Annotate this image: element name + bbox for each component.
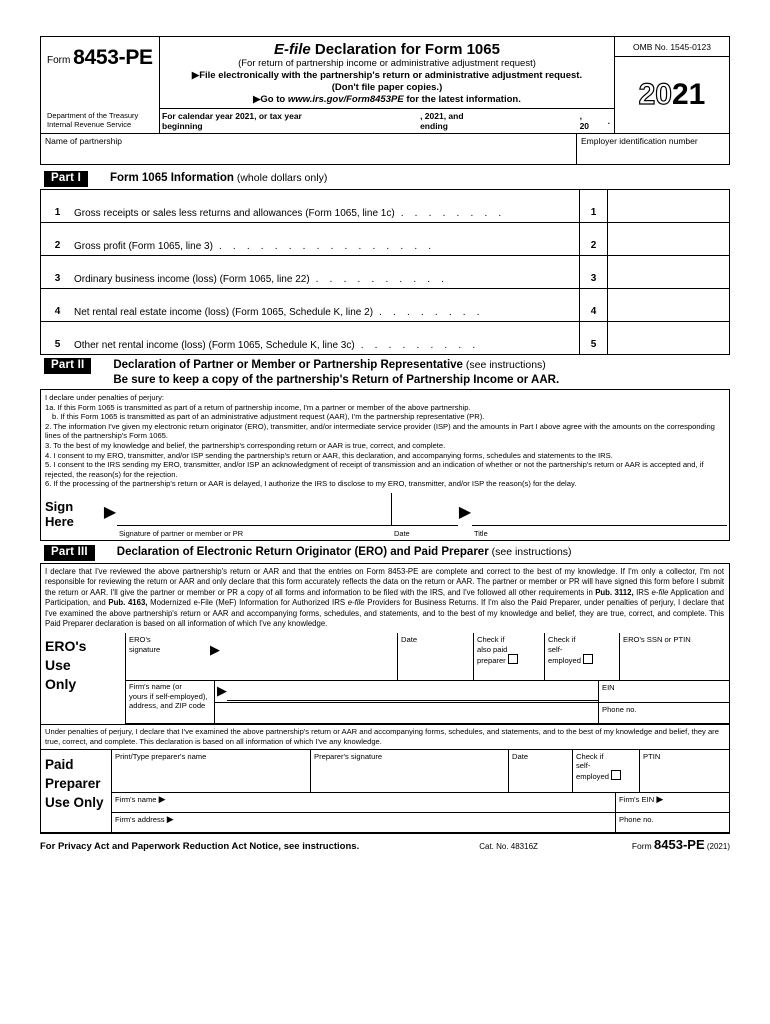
preparer-name-field[interactable]: [112, 750, 310, 792]
declaration-intro: I declare under penalties of perjury:: [45, 393, 165, 402]
preparer-signature-field[interactable]: [310, 750, 508, 792]
leader-dots: . . . . . . . . . .: [315, 274, 449, 285]
line-text: Net rental real estate income (loss) (Form 1065, Schedule K, line 2): [74, 307, 374, 318]
part-2-title-bold: Declaration of Partner or Member or Partnership Representative: [113, 359, 463, 371]
part-3-title: [95, 544, 572, 561]
part-1-title-regular: (whole dollars only): [233, 172, 328, 184]
arrow-icon-2: ▶: [253, 94, 261, 105]
ero-fields: [126, 633, 729, 724]
footer-form-number: [632, 837, 730, 852]
check-self-line-1: Check if: [548, 635, 576, 645]
ero-label-line-3: Only: [45, 676, 77, 693]
form-subtitle-4: [164, 94, 610, 106]
sign-here-block: [40, 493, 730, 541]
table-row: [41, 223, 729, 256]
line-text: Other net rental income (loss) (Form 1065, Schedule K, line 3c): [74, 340, 355, 351]
firm-address-label: Firm's address: [115, 814, 165, 824]
line-number: 1: [54, 207, 61, 218]
line-text: Ordinary business income (loss) (Form 1065, line 22): [74, 274, 310, 285]
sign-here-line-1: Sign: [45, 498, 74, 514]
ero-signature-label-1: ERO's: [129, 635, 151, 645]
ero-signature-label-2: signature: [129, 644, 161, 654]
ero-phone-field[interactable]: [598, 703, 729, 723]
part-1-title-bold: Form 1065 Information: [109, 172, 234, 184]
ero-label-line-1: ERO's: [45, 638, 87, 655]
p3-text-4: Modernized e-File (MeF) Information for Authorized IRS: [147, 598, 348, 608]
ero-phone-label: Phone no.: [602, 705, 637, 715]
paid-preparer-row-2: [112, 793, 729, 813]
line-number: 5: [54, 339, 61, 350]
check-paid-line-3-text: preparer: [477, 656, 506, 666]
ero-firm-rule: [227, 700, 598, 701]
line-text: Gross profit (Form 1065, line 3): [74, 241, 213, 252]
title-arrow-icon: ▶: [458, 503, 472, 521]
form-subtitle-2-text: File electronically with the partnership's return or administrative adjustment request.: [199, 70, 583, 81]
paid-label-line-3: Use Only: [45, 794, 104, 810]
partner-signature-field[interactable]: [117, 493, 458, 540]
firm-name-arrow-icon: ▶: [158, 793, 166, 804]
preparer-signature-label: Preparer's signature: [314, 751, 383, 761]
date-label: Date: [394, 528, 410, 538]
sign-arrow-icon: ▶: [103, 503, 117, 521]
partnership-identity-row: [40, 133, 730, 165]
goto-text: Go to: [260, 94, 288, 105]
pub-3112-ref: Pub. 3112,: [595, 587, 634, 597]
preparer-date-field[interactable]: [508, 750, 572, 792]
part-2-header: [40, 357, 730, 390]
form-title-cell: [160, 37, 614, 133]
pp-check-line-1: Check if: [576, 751, 604, 761]
line-description: [74, 223, 579, 255]
table-row: [41, 322, 729, 354]
table-row: [41, 256, 729, 289]
preparer-firm-ein-field[interactable]: [615, 793, 729, 812]
line-description: [74, 322, 579, 354]
part-3-declaration: [40, 564, 730, 633]
ero-signature-row: [126, 633, 729, 681]
part-2-title-regular: (see instructions): [462, 359, 546, 371]
latest-info-text: for the latest information.: [403, 94, 521, 105]
ero-firm-arrow-icon: ▶: [217, 683, 227, 699]
preparer-date-label: Date: [512, 751, 529, 761]
part-1-label: Part I: [44, 171, 88, 187]
privacy-act-notice: For Privacy Act and Paperwork Reduction Act Notice, see instructions.: [40, 840, 360, 852]
ero-use-only-label: [41, 633, 126, 724]
ero-firm-address-field[interactable]: [215, 681, 598, 702]
ero-check-also-paid-preparer[interactable]: [473, 633, 544, 680]
title-label: Title: [474, 528, 488, 538]
department-line-1: Department of the Treasury: [47, 111, 139, 120]
part-2-declaration: [40, 390, 730, 493]
form-8453-pe: [40, 36, 730, 852]
part-3-title-bold: Declaration of Electronic Return Originator (ERO) and Paid Preparer: [116, 545, 489, 558]
ero-use-only-block: [40, 633, 730, 725]
leader-dots: . . . . . . . .: [379, 307, 484, 318]
part-2-title-line2: Be sure to keep a copy of the partnership's Return of Partnership Income or AAR.: [113, 374, 560, 386]
irs-url-link[interactable]: www.irs.gov/Form8453PE: [287, 94, 404, 105]
paid-label-line-1: Paid: [45, 756, 74, 772]
paid-preparer-row-3: [112, 813, 729, 832]
declaration-item-2: 2. The information I've given my electronic return originator (ERO), transmitter, and/or intermediate service provider (ISP) and the amounts in Part I above agree with the amounts on the corresponding lines of the partnership's Form 1065.: [45, 421, 715, 441]
preparer-ptin-field[interactable]: [639, 750, 729, 792]
calendar-year-label: For calendar year 2021, or tax year beginning: [162, 111, 302, 131]
checkbox-ero-self-employed[interactable]: [583, 654, 593, 664]
check-paid-line-2: also paid: [477, 644, 508, 654]
check-paid-line-3: [477, 654, 544, 665]
form-subtitle-3: [164, 82, 610, 94]
p3-text-1: I declare that I've reviewed the above partnership's return or AAR and that the entries on Form 8453-PE are complete and correct to the best of my knowledge. If I'm only a collector, I'm not responsible for reviewing the return or AAR and only declare that this form accurately reflects the data on the return or AAR. The partner or member or PR will have signed this form before I submit the return or AAR. I'll give the partner or member or PR a copy of all forms and information to be filed with the IRS, and I've followed all other requirements in: [45, 566, 724, 597]
date-divider: [391, 493, 392, 526]
preparer-phone-field[interactable]: [615, 813, 729, 832]
ero-check-self-employed[interactable]: [544, 633, 619, 680]
preparer-firm-name-field[interactable]: [112, 793, 615, 812]
form-title-rest: Declaration for Form 1065: [310, 41, 500, 58]
part-3-label: Part III: [44, 545, 95, 561]
check-self-line-2: self-: [548, 644, 563, 654]
year-prefix: 20: [638, 78, 672, 111]
pub-4163-ref: Pub. 4163,: [108, 598, 148, 608]
firm-ein-label: Firm's EIN: [619, 794, 655, 804]
signature-label: Signature of partner or member or PR: [119, 528, 244, 538]
preparer-ptin-label: PTIN: [643, 751, 661, 761]
line-amount-input[interactable]: [607, 256, 729, 288]
leader-dots: . . . . . . . .: [400, 208, 506, 219]
department-line-2: Internal Revenue Service: [47, 120, 132, 129]
firm-name-label: Firm's name: [115, 794, 157, 804]
ero-firm-label: [126, 681, 214, 724]
form-identity-cell: [41, 37, 160, 133]
ein-field[interactable]: [576, 134, 729, 164]
line-description: [74, 289, 579, 321]
footer-form-year: (2021): [704, 841, 730, 851]
omb-year-cell: [614, 37, 729, 133]
form-word: Form: [47, 55, 71, 66]
ero-signature-field[interactable]: [126, 633, 397, 680]
calendar-end-label: , 20: [579, 111, 590, 131]
pp-check-line-3: [576, 770, 639, 781]
part-3-header: [40, 544, 730, 564]
form-title-block: [160, 37, 614, 108]
form-subtitle-3-text: (Don't file paper copies.): [331, 82, 443, 93]
paid-preparer-block: [40, 750, 730, 834]
p3-text-3: Application and Participation, and: [45, 587, 725, 608]
check-self-line-3-text: employed: [548, 656, 581, 666]
line-box-number: 1: [579, 190, 607, 222]
part-3-title-regular: (see instructions): [488, 545, 572, 558]
form-subtitle-2: [164, 70, 610, 82]
line-amount-input[interactable]: [607, 289, 729, 321]
part-2-label: Part II: [44, 358, 91, 374]
p3-text-2: IRS: [633, 587, 652, 597]
sign-here-line-2: Here: [45, 513, 74, 529]
line-number: 3: [54, 273, 61, 284]
title-rule: [472, 525, 727, 526]
line-text: Gross receipts or sales less returns and allowances (Form 1065, line 1c): [74, 208, 395, 219]
part-1-lines: [40, 190, 730, 355]
p3-text-5: Providers for Business Returns. If I'm also the Paid Preparer, under penalties of perjury, I declare that I've examined the above partnership's return or AAR and accompanying forms, schedules, and statements, and to the best of my knowledge and belief, they are true, correct, and complete. This Paid Preparer declaration is based on all information of which I've any knowledge.: [45, 598, 724, 628]
arrow-icon-1: ▶: [191, 70, 200, 81]
line-box-number: 3: [579, 256, 607, 288]
line-box-number: 4: [579, 289, 607, 321]
title-field[interactable]: [472, 493, 727, 540]
line-amount-input[interactable]: [607, 223, 729, 255]
paid-label-line-2: Preparer: [45, 775, 101, 791]
year-suffix: 21: [672, 78, 706, 111]
ero-firm-address-continued[interactable]: [215, 703, 598, 723]
part-1-title: [88, 170, 327, 187]
form-number: 8453-PE: [73, 46, 153, 69]
line-box-number: 2: [579, 223, 607, 255]
form-subtitle-1: (For return of partnership income or administrative adjustment request): [238, 58, 536, 69]
footer-form-id: 8453-PE: [654, 836, 705, 852]
ein-label: Employer identification number: [581, 136, 698, 146]
efile-italic-1: e-file: [651, 587, 669, 597]
paid-preparer-fields: [112, 750, 729, 832]
leader-dots: . . . . . . . . .: [360, 340, 480, 351]
declaration-item-4: 4. I consent to my ERO, transmitter, and/or ISP sending the partnership's return or AAR, this declaration, and accompanying forms, schedules and statements to the IRS.: [45, 450, 613, 460]
firm-label-line-3: address, and ZIP code: [129, 701, 206, 711]
firm-address-arrow-icon: ▶: [166, 813, 174, 824]
ero-date-field[interactable]: [397, 633, 473, 680]
preparer-check-self-employed[interactable]: [572, 750, 639, 792]
firm-label-line-2: yours if self-employed),: [129, 691, 208, 701]
paid-preparer-row-1: [112, 750, 729, 793]
signature-rule: [117, 525, 458, 526]
ero-firm-ein-row: [215, 681, 729, 703]
ero-ssn-ptin-field[interactable]: [619, 633, 729, 680]
efile-italic-2: e-file: [347, 598, 365, 608]
pp-check-line-3-text: employed: [576, 772, 609, 782]
calendar-period: .: [607, 116, 611, 126]
firm-label-line-1: Firm's name (or: [129, 682, 182, 692]
ero-signature-arrow-icon: ▶: [210, 642, 220, 658]
catalog-number: Cat. No. 48316Z: [479, 841, 538, 851]
firm-ein-arrow-icon: ▶: [656, 793, 664, 804]
line-amount-input[interactable]: [607, 190, 729, 222]
pp-check-line-2: self-: [576, 760, 591, 770]
preparer-phone-label: Phone no.: [619, 814, 654, 824]
tax-year-display: [615, 57, 729, 133]
checkbox-also-paid-preparer[interactable]: [508, 654, 518, 664]
ero-firm-rows: [126, 681, 729, 724]
check-self-line-3: [548, 654, 619, 665]
omb-number: OMB No. 1545-0123: [615, 37, 729, 57]
preparer-firm-address-field[interactable]: [112, 813, 615, 832]
table-row: [41, 190, 729, 223]
ero-label-line-2: Use: [45, 657, 71, 674]
check-paid-line-1: Check if: [477, 635, 505, 645]
calendar-mid-label: , 2021, and ending: [420, 111, 464, 131]
ero-phone-row: [215, 703, 729, 724]
partnership-name-label: Name of partnership: [45, 136, 123, 146]
sign-here-label: [41, 493, 103, 540]
line-number: 2: [54, 240, 61, 251]
line-box-number: 5: [579, 322, 607, 354]
department-block: [47, 111, 159, 131]
line-description: [74, 190, 579, 222]
declaration-item-5: 5. I consent to the IRS sending my ERO, transmitter, and/or ISP an acknowledgment of receipt of transmission and an indication of whether or not the partnership's return or AAR is accepted and, if rejected, the reason(s) for the rejection.: [45, 460, 704, 479]
form-number-label: [47, 41, 159, 68]
checkbox-preparer-self-employed[interactable]: [611, 770, 621, 780]
footer-form-prefix: Form: [631, 840, 655, 851]
declaration-item-6: 6. If the processing of the partnership's return or AAR is delayed, I authorize the IRS to disclose to my ERO, transmitter, and/or ISP the reason(s) for the delay.: [45, 479, 577, 489]
line-number: 4: [54, 306, 61, 317]
partnership-name-field[interactable]: [41, 134, 576, 164]
under-penalties-paragraph: Under penalties of perjury, I declare that I've examined the above partnership's return or AAR and accompanying forms, schedules, and statements, and to the best of my knowledge and belief, they are true, correct, and complete. This declaration is based on all information of which I've any knowledge.: [40, 725, 730, 749]
form-title: [164, 41, 610, 58]
declaration-item-1a: 1a. If this Form 1065 is transmitted as part of a return of partnership income, I'm a partner or member of the above partnership.: [45, 402, 471, 412]
preparer-name-label: Print/Type preparer's name: [115, 751, 207, 761]
ero-ein-field[interactable]: [598, 681, 729, 702]
declaration-item-3: 3. To the best of my knowledge and belief, the partnership's corresponding return or AAR is true, correct, and complete.: [45, 440, 446, 450]
leader-dots: . . . . . . . . . . . . . . . .: [218, 241, 436, 252]
part-1-header: [40, 170, 730, 190]
form-title-efile: E-file: [274, 41, 311, 58]
declaration-item-1b: b. If this Form 1065 is transmitted as part of an administrative adjustment request (AAR), I'm the partnership representative (PR).: [52, 412, 485, 422]
table-row: [41, 289, 729, 322]
ero-ssn-ptin-label: ERO's SSN or PTIN: [623, 635, 691, 645]
calendar-year-row: [160, 108, 614, 133]
paid-preparer-label: [41, 750, 112, 832]
line-description: [74, 256, 579, 288]
part-2-title: [91, 357, 559, 389]
line-amount-input[interactable]: [607, 322, 729, 354]
form-header: [40, 36, 730, 133]
form-footer: [40, 834, 730, 852]
ero-firm-inputs: [214, 681, 729, 724]
ero-ein-label: EIN: [602, 683, 615, 693]
ero-date-label: Date: [401, 635, 418, 645]
